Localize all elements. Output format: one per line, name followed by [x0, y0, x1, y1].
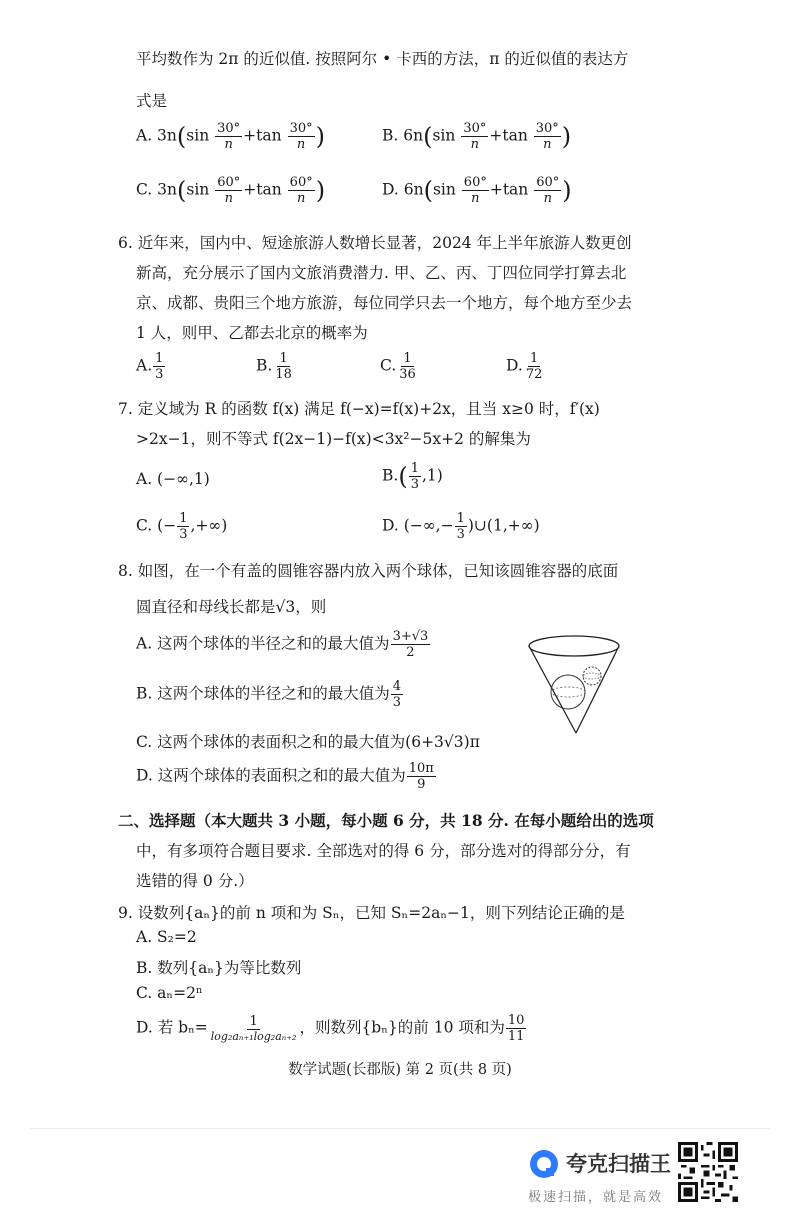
q5-option-c[interactable]: C. 3n(sin $\frac{60^\circ}{n}$ +tan $\frac{60^\circ}{n}$ ) — [136, 175, 326, 206]
section2-header-line2: 中，有多项符合题目要求. 全部选对的得 6 分，部分选对的得部分分，有 — [136, 842, 631, 860]
q8-option-a[interactable]: A. 这两个球体的半径之和的最大值为 $\frac{3+√3}{2}$ — [136, 629, 429, 660]
q9-option-d[interactable]: D. 若 bₙ= $\frac{1}{\text{log₂aₙ₊₁log₂aₙ₊₂}}$ ，则数列{bₙ}的前 10 项和为 $\frac{10}{11}$ — [136, 1013, 525, 1044]
q7-option-d[interactable]: D. (−∞,− $\frac{1}{3}$ )∪(1,+∞) — [382, 511, 540, 542]
q7-option-c[interactable]: C. (− $\frac{1}{3}$ ,+∞) — [136, 511, 228, 542]
brand-name: 夸克扫描王 — [566, 1152, 671, 1176]
q6-stem-line2: 新高，充分展示了国内文旅消费潜力. 甲、乙、丙、丁四位同学打算去北 — [136, 264, 627, 282]
brand-slogan: 极速扫描，就是高效 — [528, 1190, 664, 1205]
q5-option-a[interactable]: A. 3n(sin $\frac{30^\circ}{n}$ +tan $\frac{30^\circ}{n}$ ) — [136, 121, 325, 152]
q8-option-d[interactable]: D. 这两个球体的表面积之和的最大值为 $\frac{10\pi}{9}$ — [136, 761, 434, 792]
q6-stem-line1: 6. 近年来，国内中、短途旅游人数增长显著，2024 年上半年旅游人数更创 — [118, 234, 632, 252]
q7-option-a[interactable]: A. (−∞,1) — [136, 470, 210, 488]
q5-stem-line1: 平均数作为 2π 的近似值. 按照阿尔 • 卡西的方法，π 的近似值的表达方 — [136, 50, 629, 68]
q6-option-c[interactable]: C. $\frac{1}{36}$ — [380, 351, 416, 382]
q6-option-b[interactable]: B. $\frac{1}{18}$ — [256, 351, 292, 382]
q7-option-b[interactable]: B.( $\frac{1}{3}$ ,1) — [382, 461, 443, 492]
qr-code-icon — [678, 1142, 738, 1202]
q5-stem-line2: 式是 — [136, 92, 168, 110]
footer-divider — [30, 1128, 770, 1129]
q9-option-c[interactable]: C. aₙ=2ⁿ — [136, 984, 203, 1002]
section2-header-line3: 选错的得 0 分.） — [136, 872, 254, 890]
small-sphere-equator — [583, 673, 601, 679]
cone-left-edge — [529, 646, 576, 733]
page-footer: 数学试题(长郡版) 第 2 页(共 8 页) — [288, 1062, 512, 1078]
q5-option-d[interactable]: D. 6n(sin $\frac{60^\circ}{n}$ +tan $\frac{60^\circ}{n}$ ) — [382, 175, 572, 206]
q9-option-a[interactable]: A. S₂=2 — [136, 928, 197, 946]
q5-option-b[interactable]: B. 6n(sin $\frac{30^\circ}{n}$ +tan $\frac{30^\circ}{n}$ ) — [382, 121, 572, 152]
q6-stem-line3: 京、成都、贵阳三个地方旅游，每位同学只去一个地方，每个地方至少去 — [136, 294, 633, 312]
q8-option-b[interactable]: B. 这两个球体的半径之和的最大值为 $\frac{4}{3}$ — [136, 679, 402, 710]
cone-figure — [524, 628, 624, 738]
q7-stem-line1: 7. 定义域为 R 的函数 f(x) 满足 f(−x)=f(x)+2x，且当 x≥0 时，f′(x) — [118, 400, 600, 418]
cone-lid — [529, 636, 619, 656]
q6-option-a[interactable]: A. $\frac{1}{3}$ — [136, 351, 164, 382]
large-sphere — [551, 675, 585, 709]
q6-stem-line4: 1 人，则甲、乙都去北京的概率为 — [136, 324, 368, 342]
q9-option-b[interactable]: B. 数列{aₙ}为等比数列 — [136, 959, 302, 977]
q8-stem-line1: 8. 如图，在一个有盖的圆锥容器内放入两个球体，已知该圆锥容器的底面 — [118, 562, 619, 580]
q7-stem-line2: >2x−1，则不等式 f(2x−1)−f(x)<3x²−5x+2 的解集为 — [136, 430, 531, 448]
q8-option-c[interactable]: C. 这两个球体的表面积之和的最大值为(6+3√3)π — [136, 733, 480, 751]
q8-stem-line2: 圆直径和母线长都是√3，则 — [136, 598, 327, 616]
small-sphere — [583, 667, 601, 685]
q6-option-d[interactable]: D. $\frac{1}{72}$ — [506, 351, 543, 382]
section2-header-line1: 二、选择题（本大题共 3 小题，每小题 6 分，共 18 分. 在每小题给出的选项 — [118, 811, 654, 830]
q9-stem: 9. 设数列{aₙ}的前 n 项和为 Sₙ，已知 Sₙ=2aₙ−1，则下列结论正确的是 — [118, 904, 625, 922]
quark-logo-icon — [528, 1148, 560, 1180]
